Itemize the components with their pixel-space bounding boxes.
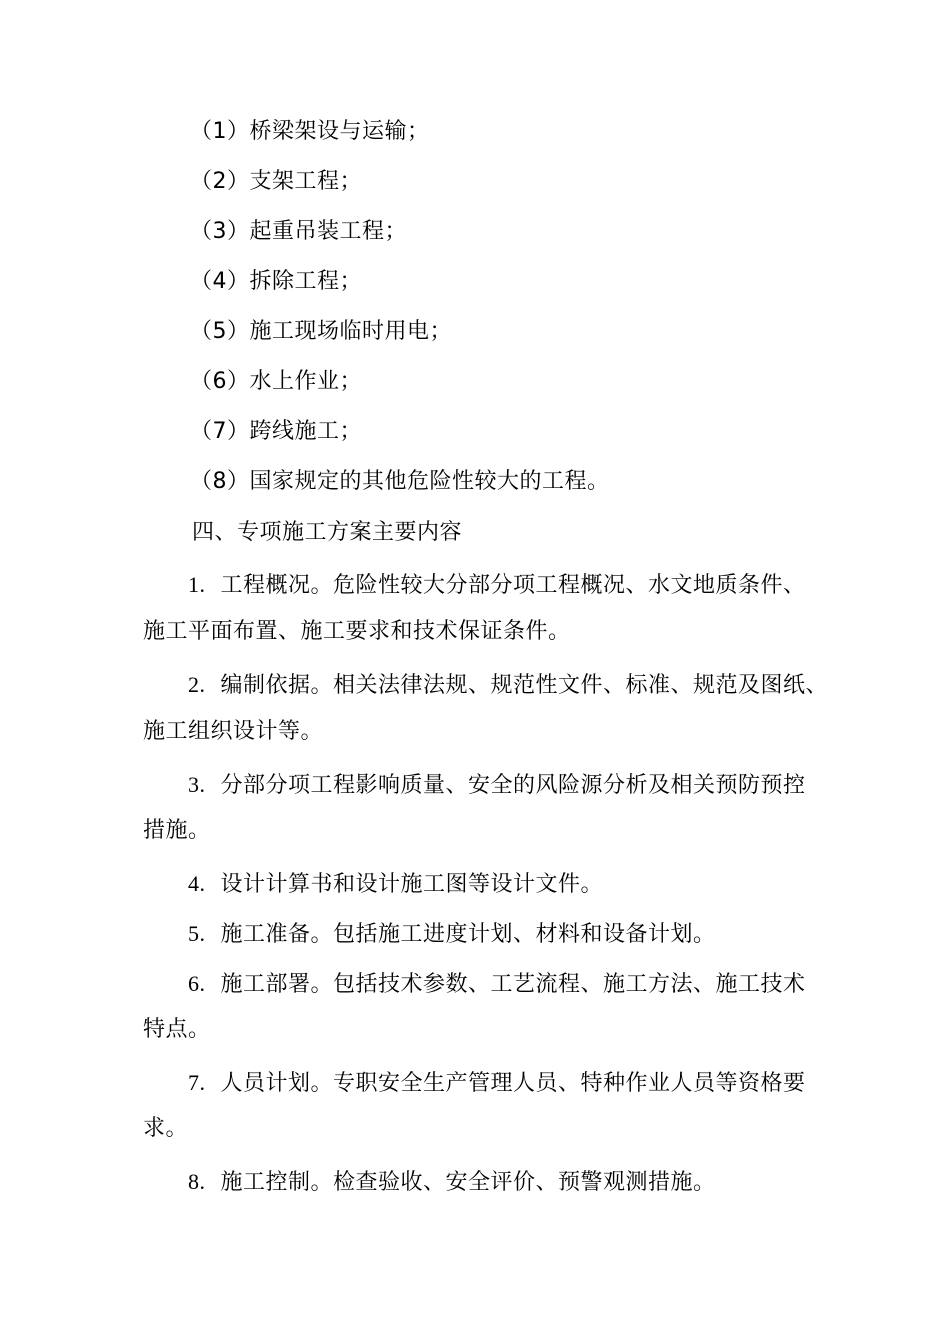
paragraph-first-line	[188, 770, 806, 801]
list-item: （4）拆除工程；	[190, 269, 362, 294]
paragraph-number: 8.	[188, 1169, 206, 1194]
paragraph-text: 编制依据。相关法律法规、规范性文件、标准、规范及图纸、	[220, 673, 829, 698]
paragraph-first-line	[188, 869, 603, 900]
list-item: （6）水上作业；	[190, 369, 362, 394]
section-heading: 四、专项施工方案主要内容	[192, 520, 463, 545]
paragraph-first-line	[188, 1068, 806, 1099]
list-item: （5）施工现场临时用电；	[190, 319, 452, 344]
paragraph-first-line	[188, 919, 716, 950]
paragraph-number: 6.	[188, 971, 206, 996]
list-item: （7）跨线施工；	[190, 419, 362, 444]
paragraph-continuation: 施工组织设计等。	[143, 719, 324, 744]
paragraph-text: 分部分项工程影响质量、安全的风险源分析及相关预防预控	[220, 773, 806, 798]
list-item: （3）起重吊装工程；	[190, 219, 407, 244]
paragraph-number: 5.	[188, 921, 206, 946]
paragraph-continuation: 措施。	[143, 818, 211, 843]
paragraph-text: 人员计划。专职安全生产管理人员、特种作业人员等资格要	[220, 1071, 806, 1096]
paragraph-first-line	[188, 1167, 716, 1198]
list-item: （2）支架工程；	[190, 169, 362, 194]
paragraph-text: 施工准备。包括施工进度计划、材料和设备计划。	[220, 922, 716, 947]
list-item: （1）桥梁架设与运输；	[190, 119, 430, 144]
paragraph-first-line	[188, 969, 806, 1000]
paragraph-continuation: 施工平面布置、施工要求和技术保证条件。	[143, 619, 571, 644]
paragraph-number: 3.	[188, 772, 206, 797]
paragraph-number: 1.	[188, 572, 206, 597]
paragraph-text: 施工部署。包括技术参数、工艺流程、施工方法、施工技术	[220, 972, 806, 997]
paragraph-number: 7.	[188, 1070, 206, 1095]
paragraph-first-line	[188, 670, 828, 701]
paragraph-number: 4.	[188, 871, 206, 896]
paragraph-text: 工程概况。危险性较大分部分项工程概况、水文地质条件、	[220, 573, 806, 598]
paragraph-text: 施工控制。检查验收、安全评价、预警观测措施。	[220, 1170, 716, 1195]
paragraph-continuation: 求。	[143, 1116, 189, 1141]
paragraph-number: 2.	[188, 672, 206, 697]
paragraph-first-line	[188, 570, 806, 601]
paragraph-continuation: 特点。	[143, 1017, 211, 1042]
paragraph-text: 设计计算书和设计施工图等设计文件。	[220, 872, 604, 897]
list-item: （8）国家规定的其他危险性较大的工程。	[190, 469, 610, 494]
